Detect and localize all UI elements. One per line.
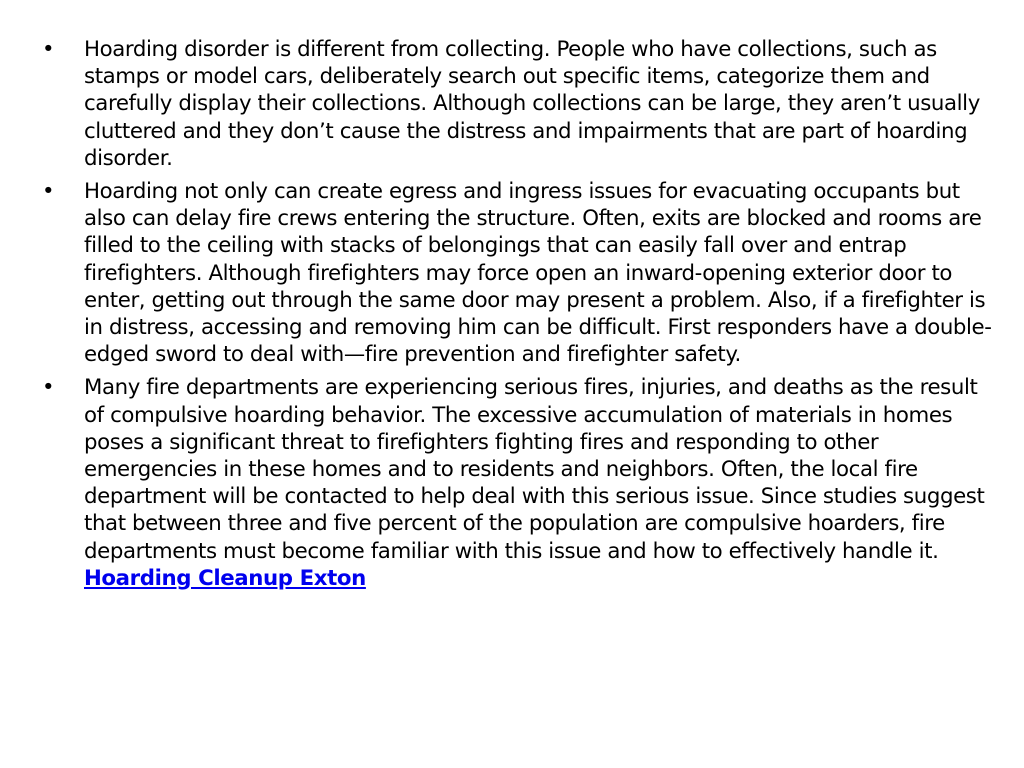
- bullet-list: [42, 36, 992, 598]
- bullet-icon: •: [42, 375, 55, 401]
- bullet-text-2: Hoarding not only can create egress and ingress issues for evacuating occupants but also can delay fire crews entering the structure. Often, exits are blocked and rooms are filled to the ceiling with stacks of belongings that can easily fall over and entrap firefighters. Although firefighters may force open an inward-opening exterior door to enter, getting out through the same door may present a problem. Also, if a firefighter is in distress, accessing and removing him can be difficult. First responders have a double-edged sword to deal with—fire prevention and firefighter safety.: [84, 179, 992, 368]
- bullet-icon: •: [42, 179, 55, 205]
- bullet-item-3: [42, 374, 992, 592]
- hoarding-cleanup-link[interactable]: Hoarding Cleanup Exton: [84, 565, 366, 591]
- bullet-item-1: [42, 36, 992, 172]
- bullet-item-2: [42, 178, 992, 368]
- bullet-text-1: Hoarding disorder is different from collecting. People who have collections, such as stamps or model cars, deliberately search out specific items, categorize them and carefully display their collections. Although collections can be large, they aren’t usually cluttered and they don’t cause the distress and impairments that are part of hoarding disorder.: [84, 37, 980, 171]
- bullet-text-3: Many fire departments are experiencing serious fires, injuries, and deaths as the result of compulsive hoarding behavior. The excessive accumulation of materials in homes poses a significant threat to firefighters fighting fires and responding to other emergencies in these homes and to residents and neighbors. Often, the local fire department will be contacted to help deal with this serious issue. Since studies suggest that between three and five percent of the population are compulsive hoarders, fire departments must become familiar with this issue and how to effectively handle it.: [84, 375, 985, 564]
- bullet-icon: •: [42, 37, 55, 62]
